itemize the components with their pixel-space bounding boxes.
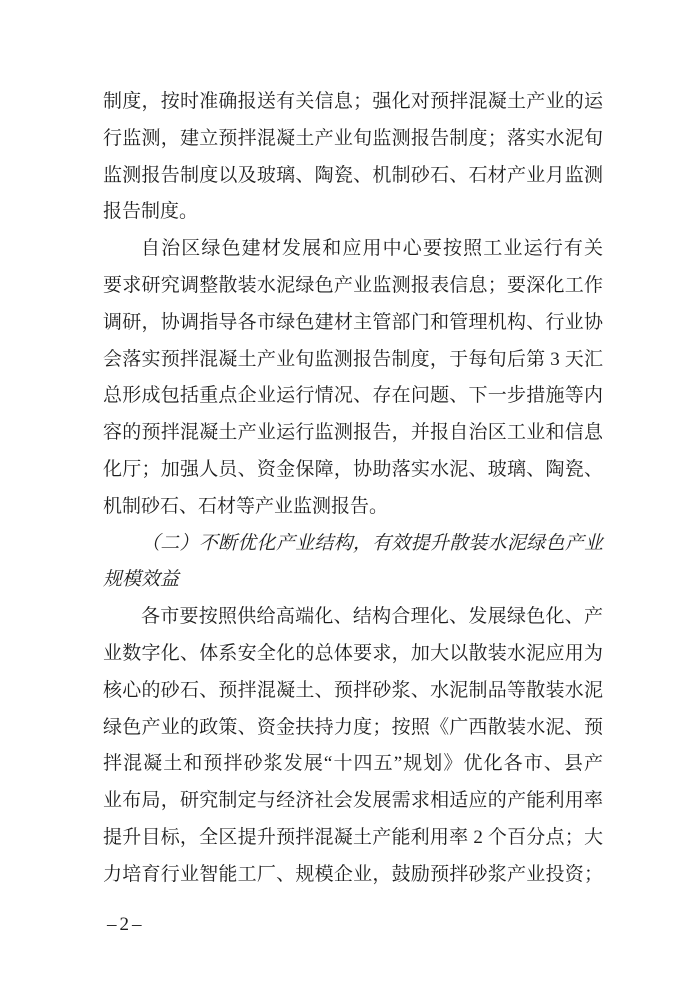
paragraph2-line: 化厅；加强人员、资金保障，协助落实水泥、玻璃、陶瓷、 <box>103 458 603 480</box>
paragraph2-line: 自治区绿色建材发展和应用中心要按照工业运行有关 <box>141 238 603 260</box>
paragraph3-line: 业数字化、体系安全化的总体要求，加大以散装水泥应用为 <box>103 642 603 664</box>
paragraph3-line: 绿色产业的政策、资金扶持力度；按照《广西散装水泥、预 <box>103 716 603 738</box>
paragraph1-line: 制度，按时准确报送有关信息；强化对预拌混凝土产业的运 <box>103 91 603 112</box>
paragraph3-line: 业布局，研究制定与经济社会发展需求相适应的产能利用率 <box>103 790 603 812</box>
page-number: –2– <box>107 914 145 935</box>
paragraph1-line: 报告制度。 <box>103 201 199 223</box>
paragraph3-line: 拌混凝土和预拌砂浆发展“十四五”规划》优化各市、县产 <box>103 753 603 775</box>
paragraph2-line: 会落实预拌混凝土产业旬监测报告制度，于每旬后第 3 天汇 <box>103 348 603 370</box>
paragraph2-line: 总形成包括重点企业运行情况、存在问题、下一步措施等内 <box>103 385 603 407</box>
document-body <box>103 84 603 894</box>
paragraph3-line: 各市要按照供给高端化、结构合理化、发展绿色化、产 <box>141 606 603 628</box>
paragraph3-line: 核心的砂石、预拌混凝土、预拌砂浆、水泥制品等散装水泥 <box>103 679 603 701</box>
paragraph3-line: 提升目标，全区提升预拌混凝土产能利用率 2 个百分点；大 <box>103 826 603 848</box>
paragraph2-line: 容的预拌混凝土产业运行监测报告，并报自治区工业和信息 <box>103 422 603 444</box>
paragraph1-line: 监测报告制度以及玻璃、陶瓷、机制砂石、石材产业月监测 <box>103 164 603 186</box>
paragraph2-line: 要求研究调整散装水泥绿色产业监测报表信息；要深化工作 <box>103 274 603 296</box>
paragraph3-line: 力培育行业智能工厂、规模企业，鼓励预拌砂浆产业投资； <box>103 863 603 885</box>
section-heading-line: 规模效益 <box>103 569 180 591</box>
paragraph2-line: 机制砂石、石材等产业监测报告。 <box>103 495 389 517</box>
section-heading-line: （二）不断优化产业结构，有效提升散装水泥绿色产业 <box>141 532 603 554</box>
paragraph1-line: 行监测，建立预拌混凝土产业旬监测报告制度；落实水泥旬 <box>103 127 603 149</box>
paragraph2-line: 调研，协调指导各市绿色建材主管部门和管理机构、行业协 <box>103 311 603 333</box>
